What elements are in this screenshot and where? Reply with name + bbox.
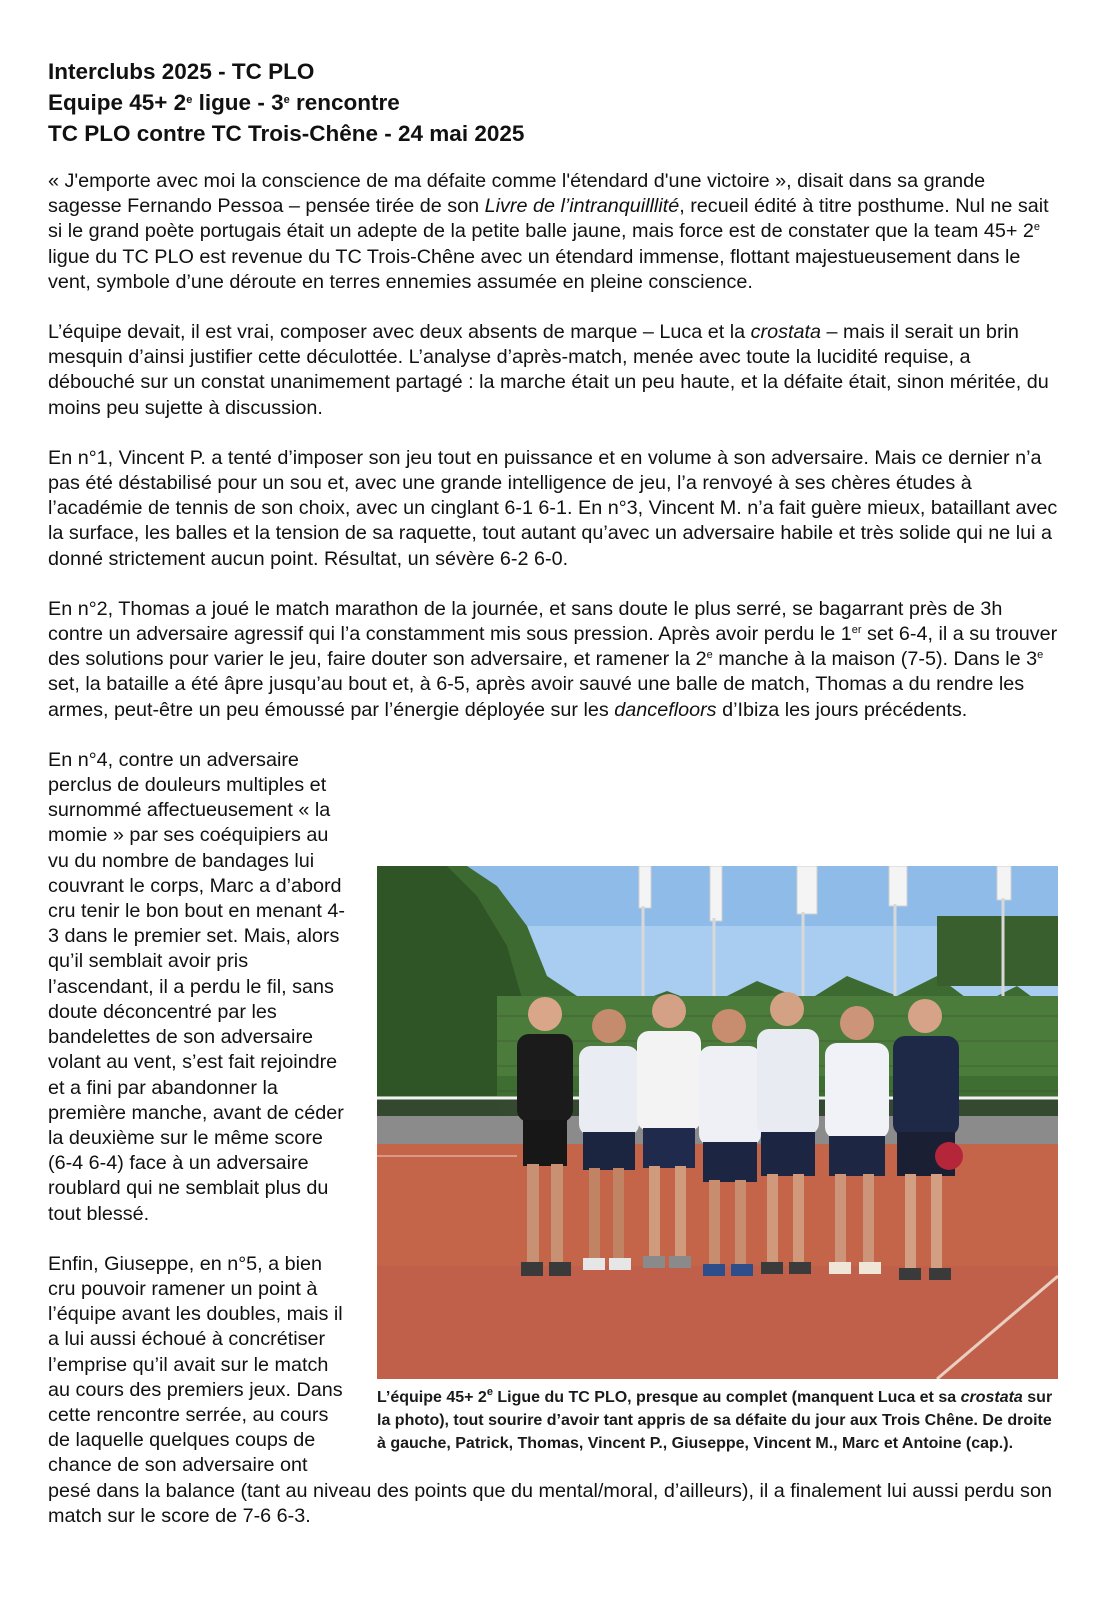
superscript: e	[283, 94, 290, 106]
paragraph-n4: En n°4, contre un adversaire perclus de douleurs multiples et surnommé affectueusement « la momie » par ses coéquipiers au vu du nombre de bandages lui couvrant le corps, Marc a d’abord cru tenir le bon bout en menant 4-3 dans le premier set. Mais, alors qu’il semblait avoir pris l’ascendant, il a perdu le fil, sans doute déconcentré par les bandelettes de son adversaire volant au vent, s’est fait rejoindre et a fini par abandonner la première manche, avant de céder la deuxième sur le même score (6-4 6-4) face à un adversaire roublard qui ne semblait plus du tout blessé.	[48, 748, 345, 1225]
article-title	[48, 56, 1058, 149]
superscript: er	[851, 624, 862, 637]
title-line-2-part: ligue - 3	[192, 90, 284, 115]
superscript: e	[706, 649, 713, 662]
italic-term: crostata	[750, 321, 822, 344]
italic-term: dancefloors	[614, 698, 717, 721]
text-run: ligue du TC PLO est revenue du TC Trois-Chêne avec un étendard immense, flottant majestueusement dans le vent, symbole d’une déroute en terres ennemies assumée en pleine conscience.	[48, 245, 1021, 293]
text-run: manche à la maison (7-5). Dans le 3	[712, 648, 1038, 671]
superscript: e	[1033, 221, 1040, 234]
paragraph-n5: Enfin, Giuseppe, en n°5, a bien cru pouvoir ramener un point à l’équipe avant les doubles, mais il a lui aussi échoué à concrétiser l’emprise qu’il avait sur le match au cours des premiers jeux. Dans cette rencontre serrée, au cours de laquelle quelques coups de chance de son adversaire ont pesé dans la balance (tant au niveau des points que du mental/moral, d’ailleurs), il a finalement lui aussi perdu son match sur le score de 7-6 6-3.	[48, 1252, 1052, 1527]
text-run: set 6-4, il a su trouver des solutions pour varier le jeu, faire douter son adversaire, et ramener la 2	[48, 623, 1058, 671]
superscript: e	[1037, 649, 1044, 662]
caption-italic: crostata	[960, 1388, 1023, 1406]
superscript: e	[486, 1385, 493, 1398]
photo-figure	[377, 866, 1058, 1455]
document-page	[48, 56, 1058, 1554]
title-line-2-part: rencontre	[289, 90, 400, 115]
title-line-2-part: Equipe 45+ 2	[48, 90, 187, 115]
caption-text: L’équipe 45+ 2	[377, 1388, 487, 1406]
title-line-3: TC PLO contre TC Trois-Chêne - 24 mai 2025	[48, 121, 525, 146]
text-run: En n°2, Thomas a joué le match marathon de la journée, et sans doute le plus serré, se bagarrant près de 3h contre un adversaire agressif qui l’a constamment mis sous pression. Après avoir perdu le 1	[48, 597, 1003, 646]
text-run: « J'emporte avec moi la conscience de ma défaite comme l'étendard d'une victoire », disait dans sa grande sagesse Fernando Pessoa – pensée tirée de son	[48, 170, 986, 218]
paragraph-n1-n3: En n°1, Vincent P. a tenté d’imposer son jeu tout en puissance et en volume à son adversaire. Mais ce dernier n’a pas été déstabilisé pour un sou et, avec une grande intelligence de jeu, l’a renvoyé à ses chères études à l’académie de tennis de son choix, avec un cinglant 6-1 6-1. En n°3, Vincent M. n’a fait guère mieux, bataillant avec la surface, les balles et la tension de sa raquette, tout autant qu’avec un adversaire habile et très solide qui ne lui a donné strictement aucun point. Résultat, un sévère 6-2 6-0.	[48, 446, 1058, 570]
caption-text: sur la photo), tout sourire d’avoir tant appris de sa défaite du jour aux Trois Chêne. De droite à gauche, Patrick, Thomas, Vincent P., Giuseppe, Vincent M., Marc et Antoine (cap.).	[377, 1388, 1053, 1452]
paragraph-team	[48, 320, 1058, 421]
title-line-2	[48, 87, 1058, 118]
paragraph-pessoa	[48, 169, 1058, 295]
title-line-1: Interclubs 2025 - TC PLO	[48, 59, 315, 84]
text-run: L’équipe devait, il est vrai, composer avec deux absents de marque – Luca et la	[48, 321, 751, 344]
team-photo	[377, 866, 1058, 1379]
photo-wrap-region	[48, 748, 1058, 1529]
photo-caption	[377, 1386, 1058, 1455]
paragraph-n2	[48, 597, 1058, 723]
text-run: – mais il serait un brin mesquin d’ainsi justifier cette déculottée. L’analyse d’après-match, menée avec toute la lucidité requise, a débouché sur un constat unanimement partagé : la marche était un peu haute, et la défaite était, sinon méritée, du moins peu sujette à discussion.	[48, 321, 1049, 419]
book-title: Livre de l’intranquilllité	[484, 195, 680, 218]
superscript: e	[186, 94, 193, 106]
caption-text: Ligue du TC PLO, presque au complet (manquent Luca et sa	[492, 1388, 961, 1406]
text-run: , recueil édité à titre posthume. Nul ne sait si le grand poète portugais était un adepte de la petite balle jaune, mais force est de constater que la team 45+ 2	[48, 195, 1049, 243]
text-run: set, la bataille a été âpre jusqu’au bout et, à 6-5, après avoir sauvé une balle de match, Thomas a du rendre les armes, peut-être un peu émoussé par l’énergie déployée sur les	[48, 673, 1025, 721]
text-run: d’Ibiza les jours précédents.	[716, 698, 968, 721]
